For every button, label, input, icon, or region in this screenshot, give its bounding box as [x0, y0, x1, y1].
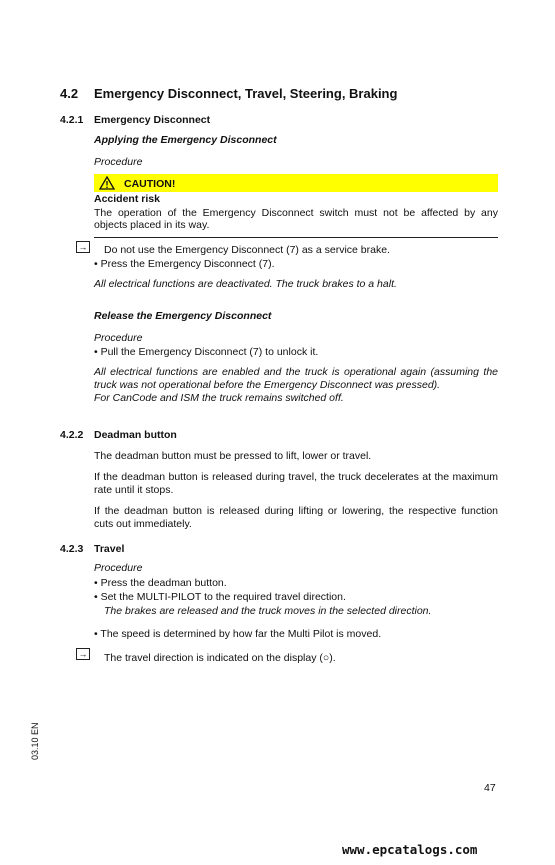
- travel-step2-result: The brakes are released and the truck moves in the selected direction.: [104, 605, 432, 617]
- risk-title: Accident risk: [94, 193, 160, 205]
- travel-note: The travel direction is indicated on the display (○).: [104, 652, 336, 664]
- release-heading: Release the Emergency Disconnect: [94, 310, 272, 322]
- subsection-title: Deadman button: [94, 429, 177, 441]
- caution-divider: [94, 237, 498, 238]
- travel-step1: • Press the deadman button.: [94, 577, 227, 589]
- subsection-title: Emergency Disconnect: [94, 114, 211, 126]
- deadman-p3-line2: cuts out immediately.: [94, 518, 192, 530]
- travel-step3: • The speed is determined by how far the Multi Pilot is moved.: [94, 628, 382, 640]
- procedure-label: Procedure: [94, 156, 143, 168]
- section-title: Emergency Disconnect, Travel, Steering, Braking: [94, 86, 398, 101]
- subsection-number: 4.2.1: [60, 114, 84, 126]
- risk-text-line2: objects placed in its way.: [94, 219, 210, 231]
- procedure-label-2: Procedure: [94, 332, 143, 344]
- warning-triangle-icon: [99, 176, 115, 190]
- travel-step2: • Set the MULTI-PILOT to the required travel direction.: [94, 591, 346, 603]
- document-code: 03.10 EN: [30, 722, 40, 760]
- deadman-p3-line1: If the deadman button is released during lifting or lowering, the respective function: [94, 505, 498, 517]
- result2-line2: truck was not operational before the Emergency Disconnect was pressed).: [94, 379, 441, 391]
- result2-line1: All electrical functions are enabled and the truck is operational again (assuming the: [94, 366, 498, 378]
- deadman-p2-line1: If the deadman button is released during travel, the truck decelerates at the maximum: [94, 471, 498, 483]
- subsection-title: Travel: [94, 543, 125, 555]
- caution-label: CAUTION!: [124, 178, 176, 190]
- procedure-label-3: Procedure: [94, 562, 143, 574]
- step-pull: • Pull the Emergency Disconnect (7) to unlock it.: [94, 346, 319, 358]
- note-text: Do not use the Emergency Disconnect (7) as a service brake.: [104, 244, 390, 256]
- result-text: All electrical functions are deactivated. The truck brakes to a halt.: [94, 278, 397, 290]
- result2-line3: For CanCode and ISM the truck remains switched off.: [94, 392, 344, 404]
- deadman-p2-line2: rate until it stops.: [94, 484, 174, 496]
- risk-text-line1: The operation of the Emergency Disconnect switch must not be affected by any: [94, 207, 498, 219]
- deadman-p1: The deadman button must be pressed to lift, lower or travel.: [94, 450, 372, 462]
- step-press: • Press the Emergency Disconnect (7).: [94, 258, 275, 270]
- note-arrow-icon: →: [76, 648, 90, 660]
- watermark: www.epcatalogs.com: [342, 842, 478, 857]
- apply-heading: Applying the Emergency Disconnect: [94, 134, 277, 146]
- subsection-number: 4.2.2: [60, 429, 84, 441]
- page-number: 47: [484, 782, 496, 794]
- subsection-number: 4.2.3: [60, 543, 84, 555]
- section-number: 4.2: [60, 86, 79, 101]
- note-arrow-icon: →: [76, 241, 90, 253]
